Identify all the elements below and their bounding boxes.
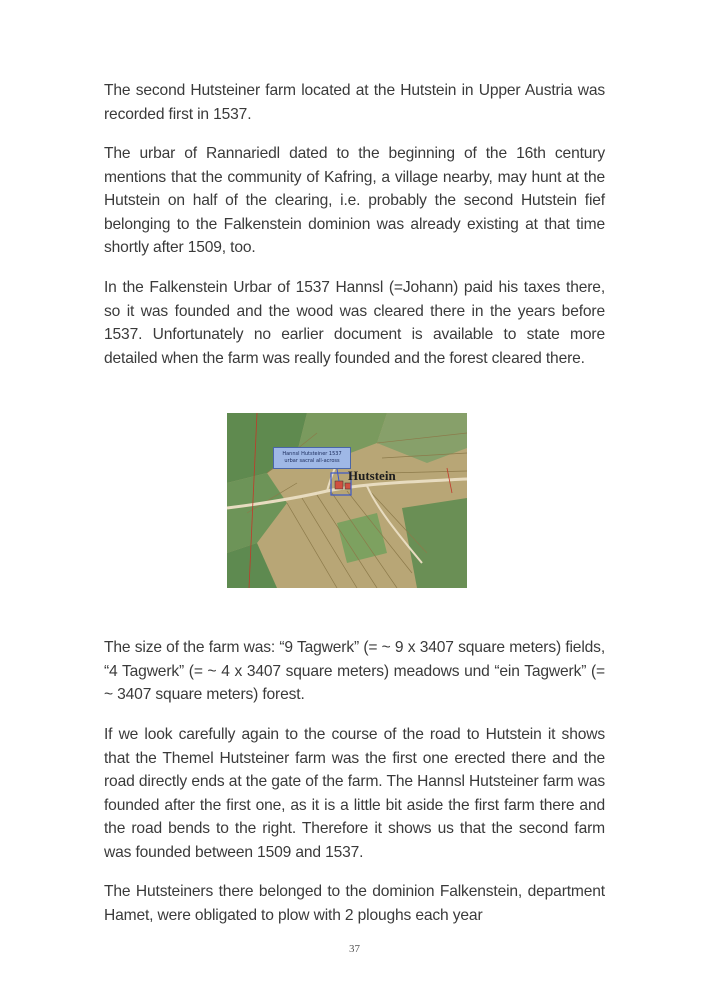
paragraph-3: In the Falkenstein Urbar of 1537 Hannsl (=Johann) paid his taxes there, so it was founded and the wood was cleared there in the years before 1537. Unfortunately no earlier document is available to state more detailed when the farm was really founded and the forest cleared there. — [104, 279, 605, 367]
paragraph-6: The Hutsteiners there belonged to the dominion Falkenstein, department Hamet, were obligated to plow with 2 ploughs each year — [104, 883, 605, 924]
page-number: 37 — [349, 943, 360, 955]
historic-map-image — [227, 413, 467, 588]
map-callout-box — [273, 447, 351, 469]
paragraph-5: If we look carefully again to the course of the road to Hutstein it shows that the Themel Hutsteiner farm was the first one erected there and the road directly ends at the gate of the farm. The Hannsl Hutsteiner farm was founded after the first one, as it is a little bit aside the first farm there and the road bends to the right. Therefore it shows us that the second farm was founded between 1509 and 1537. — [104, 726, 605, 861]
paragraph-4: The size of the farm was: “9 Tagwerk” (= ~ 9 x 3407 square meters) fields, “4 Tagwerk” (= ~ 4 x 3407 square meters) meadows und “ein Tagwerk” (= ~ 3407 square meters) forest. — [104, 639, 605, 704]
map-illustration — [227, 413, 467, 588]
map-callout-line-1: Hannsl Hutsteiner 1537 — [282, 451, 342, 457]
paragraph-2: The urbar of Rannariedl dated to the beginning of the 16th century mentions that the community of Kafring, a village nearby, may hunt at the Hutstein on half of the clearing, i.e. probably the second Hutstein fief belonging to the Falkenstein dominion was already existing at that time shortly after 1509, too. — [104, 145, 605, 257]
map-callout-line-2: urbar sacral all-across — [284, 458, 340, 464]
paragraph-1: The second Hutsteiner farm located at the Hutstein in Upper Austria was recorded first in 1537. — [104, 82, 605, 123]
map-place-label: Hutstein — [348, 468, 396, 483]
